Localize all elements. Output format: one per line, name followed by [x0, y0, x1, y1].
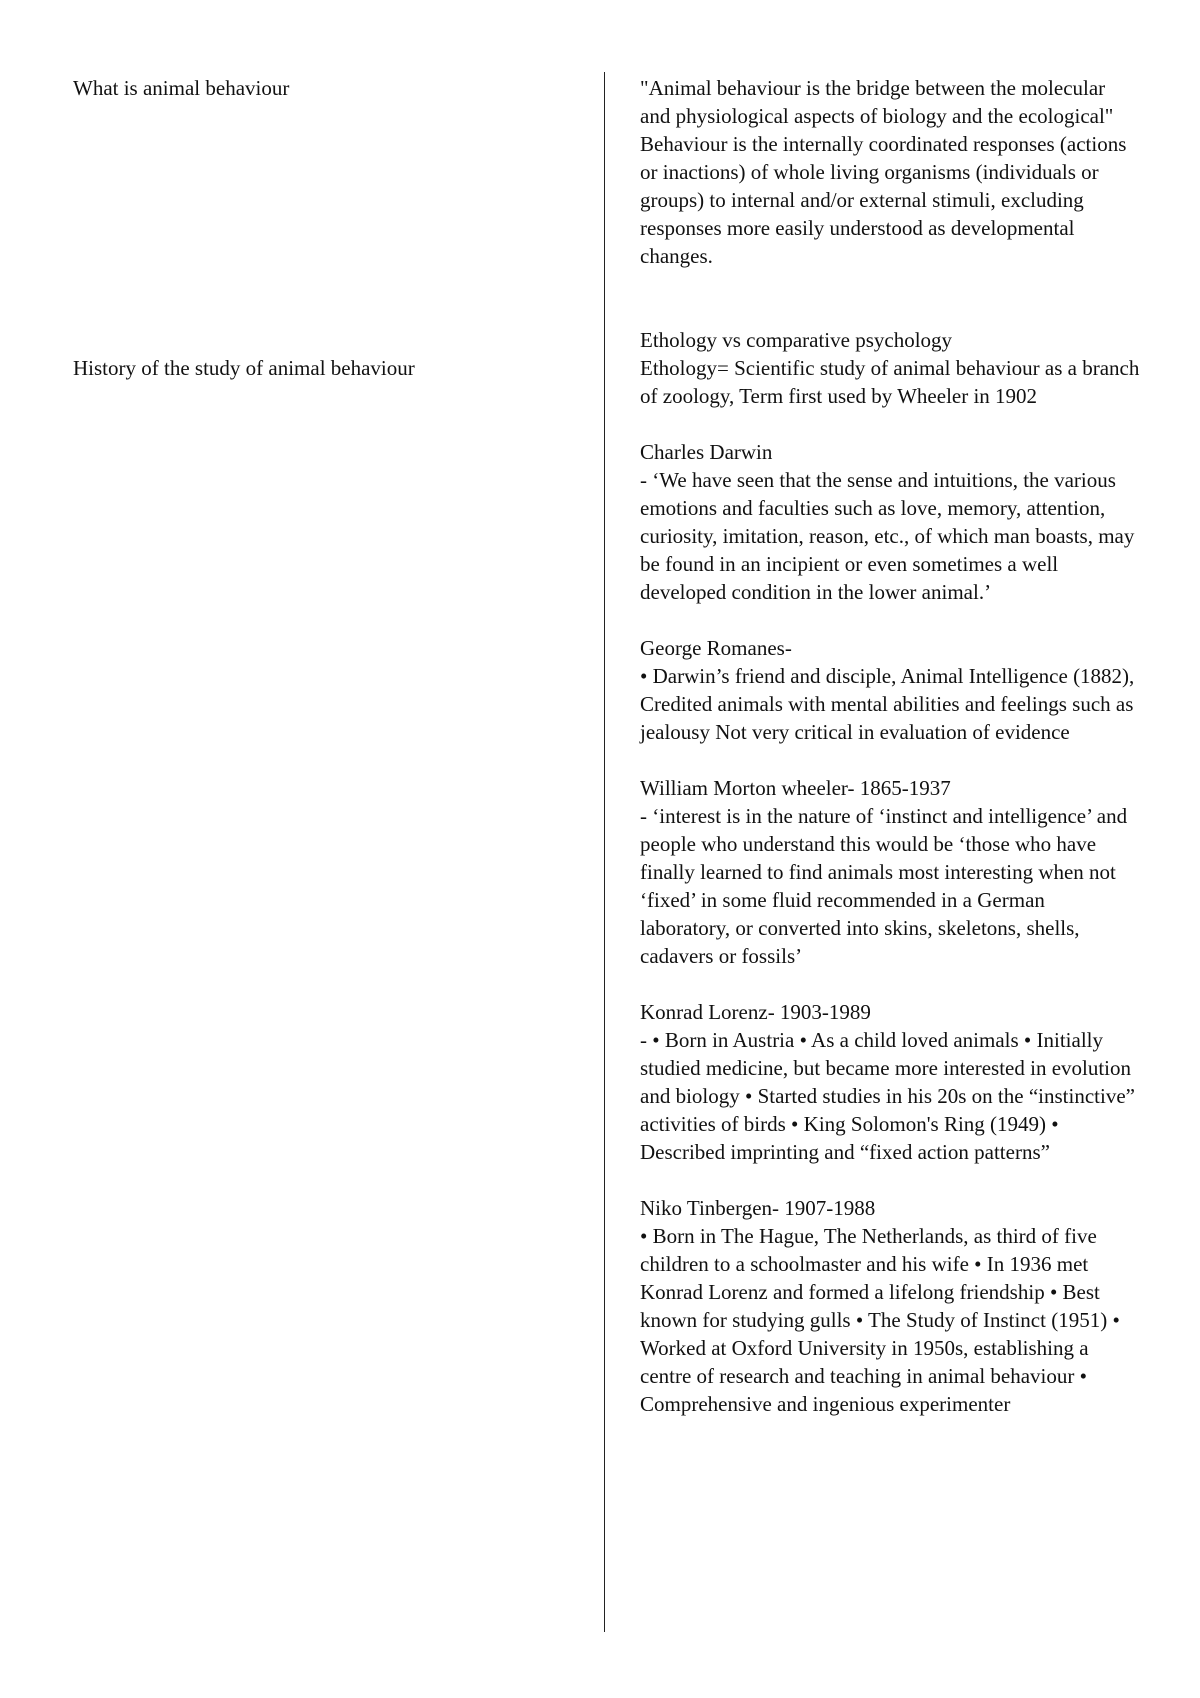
section-george-romanes: [640, 634, 1140, 746]
term-what-is-animal-behaviour: What is animal behaviour: [73, 76, 290, 100]
section-konrad-lorenz: [640, 998, 1140, 1166]
section-body: - ‘We have seen that the sense and intuitions, the various emotions and faculties such as love, memory, attention, curiosity, imitation, reason, etc., of which man boasts, may be found in an incipient or even sometimes a well developed condition in the lower animal.’: [640, 468, 1135, 604]
section-heading: Konrad Lorenz- 1903-1989: [640, 1000, 871, 1024]
section-body: - • Born in Austria • As a child loved animals • Initially studied medicine, but became more interested in evolution and biology • Started studies in his 20s on the “instinctive” activities of birds • King Solomon's Ring (1949) • Described imprinting and “fixed action patterns”: [640, 1028, 1135, 1164]
section-body: • Born in The Hague, The Netherlands, as third of five children to a schoolmaster and his wife • In 1936 met Konrad Lorenz and formed a lifelong friendship • Best known for studying gulls • The Study of Instinct (1951) • Worked at Oxford University in 1950s, establishing a centre of research and teaching in animal behaviour • Comprehensive and ingenious experimenter: [640, 1224, 1120, 1416]
definitions-column: [640, 74, 1140, 1418]
section-heading: Charles Darwin: [640, 440, 773, 464]
section-heading: William Morton wheeler- 1865-1937: [640, 776, 951, 800]
section-heading: Ethology vs comparative psychology: [640, 328, 953, 352]
section-charles-darwin: [640, 438, 1140, 606]
term-history: History of the study of animal behaviour: [73, 356, 415, 380]
section-body: - ‘interest is in the nature of ‘instinct and intelligence’ and people who understand this would be ‘those who have finally learned to find animals most interesting when not ‘fixed’ in some fluid recommended in a German laboratory, or converted into skins, skeletons, shells, cadavers or fossils’: [640, 804, 1128, 968]
section-niko-tinbergen: [640, 1194, 1140, 1418]
definition-animal-behaviour: [640, 74, 1140, 270]
section-ethology: [640, 326, 1140, 410]
section-william-morton-wheeler: [640, 774, 1140, 970]
section-body: Ethology= Scientific study of animal behaviour as a branch of zoology, Term first used by Wheeler in 1902: [640, 356, 1140, 408]
definition-quote: "Animal behaviour is the bridge between the molecular and physiological aspects of biology and the ecological": [640, 76, 1114, 128]
section-body: • Darwin’s friend and disciple, Animal Intelligence (1882), Credited animals with mental abilities and feelings such as jealousy Not very critical in evaluation of evidence: [640, 664, 1135, 744]
section-heading: Niko Tinbergen- 1907-1988: [640, 1196, 876, 1220]
section-heading: George Romanes-: [640, 636, 792, 660]
definition-text: Behaviour is the internally coordinated responses (actions or inactions) of whole living organisms (individuals or groups) to internal and/or external stimuli, excluding responses more easily understood as developmental changes.: [640, 132, 1127, 268]
column-divider: [604, 72, 605, 1632]
